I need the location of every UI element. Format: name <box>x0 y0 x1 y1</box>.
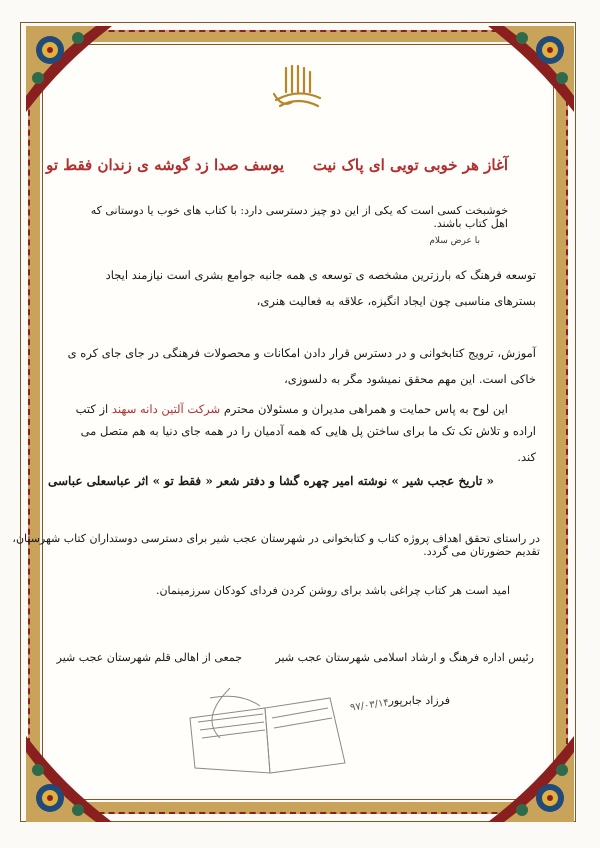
open-book-sketch-icon <box>170 688 370 778</box>
poem-left-hemistich: یوسف صدا زد گوشه ی زندان فقط تو <box>46 156 284 174</box>
thanks-before: این لوح به پاس حمایت و همراهی مدیران و مسئولان محترم <box>223 402 508 416</box>
corner-ornament-bottom-right <box>488 736 574 822</box>
poem-right-hemistich: آغاز هر خوبی تویی ای پاک نیت <box>312 156 508 174</box>
greeting-text: با عرض سلام <box>429 236 480 246</box>
signature-right-title: رئیس اداره فرهنگ و ارشاد اسلامی شهرستان عجب شیر <box>275 651 534 664</box>
wish-text: امید است هر کتاب چراغی باشد برای روشن کردن فردای کودکان سرزمینمان. <box>155 584 510 597</box>
thanks-after: از کتب <box>75 402 109 416</box>
purpose-text: در راستای تحقق اهداف پروژه کتاب و کتابخوانی در شهرستان عجب شیر برای دسترسی دوستداران کتاب شهرستان، تقدیم حضورتان می گردد. <box>12 532 540 558</box>
quote-text: خوشبخت کسی است که یکی از این دو چیز دسترسی دارد: با کتاب های خوب یا دوستانی که اهل کتاب باشند. <box>90 204 508 230</box>
book-titles: « تاریخ عجب شیر » نوشته امیر چهره گشا و دفتر شعر « فقط تو » اثر عباسعلی عباسی <box>47 474 494 488</box>
thanks-line <box>76 402 508 416</box>
company-name: شرکت آلتین دانه سهند <box>111 402 221 416</box>
body-line-3: اراده و تلاش تک تک ما برای ساختن پل هایی که همه آدمیان را در همه جای دنیا به هم متصل می کند. <box>80 424 536 464</box>
body-paragraph <box>66 262 536 470</box>
signature-right-name: فرزاد جابرپور <box>388 694 450 707</box>
corner-ornament-top-right <box>488 26 574 112</box>
body-line-1: توسعه فرهنگ که بارزترین مشخصه ی توسعه ی همه جانبه جوامع بشری است نیازمند ایجاد بسترهای مناسبی چون ایجاد انگیزه، علاقه به فعالیت هنری، <box>105 268 536 308</box>
signature-left-title: جمعی از اهالی قلم شهرستان عجب شیر <box>56 651 242 664</box>
date-scrawl: ۹۷/۰۳/۱۴ <box>349 697 390 714</box>
corner-ornament-top-left <box>26 26 112 112</box>
body-line-2: آموزش، ترویج کتابخوانی و در دسترس قرار دادن امکانات و محصولات فرهنگی در جای جای کره ی خاکی است. این مهم محقق نمیشود مگر به دلسوزی، <box>67 346 536 386</box>
corner-ornament-bottom-left <box>26 736 112 822</box>
calligraphy-seal-icon <box>268 62 328 114</box>
